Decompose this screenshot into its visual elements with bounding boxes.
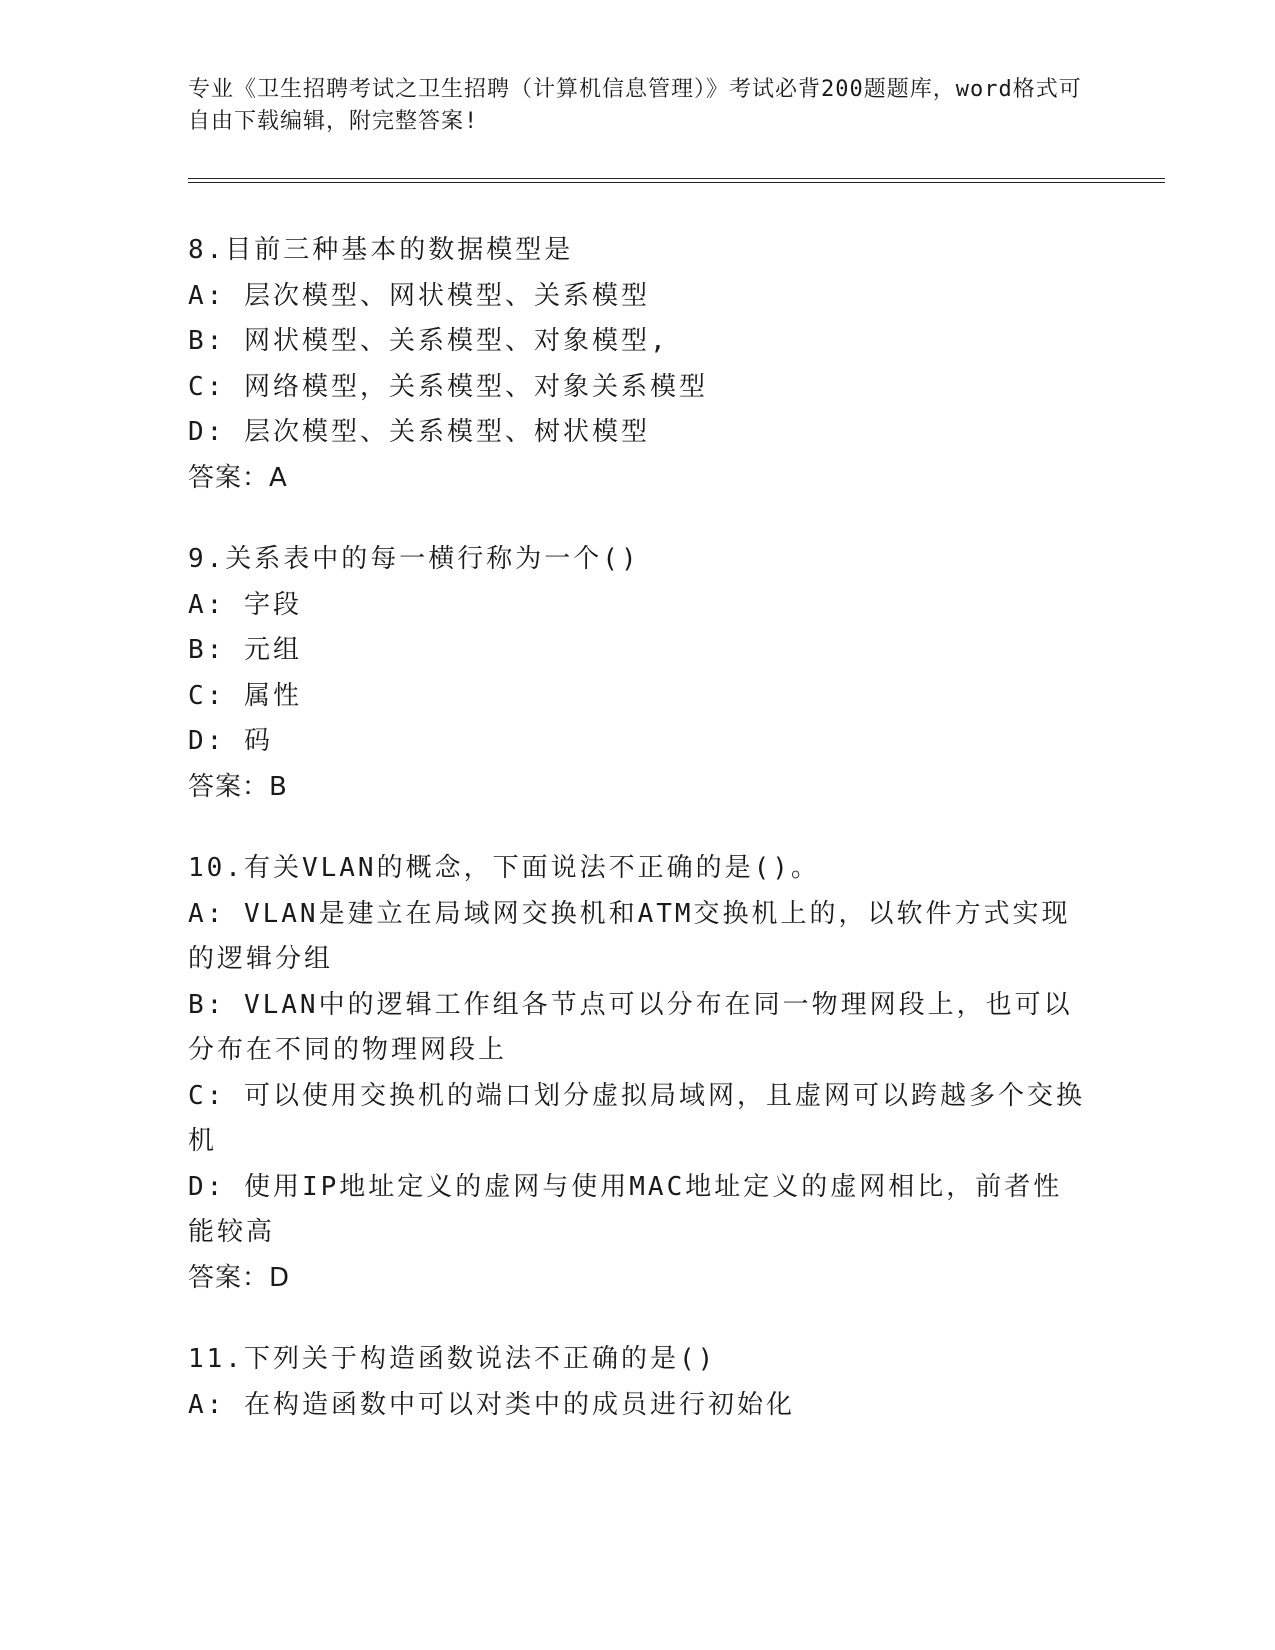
option-c: C: 可以使用交换机的端口划分虚拟局域网，且虚网可以跨越多个交换机 [188,1080,1085,1156]
question-item [188,846,1088,1301]
document-header: 专业《卫生招聘考试之卫生招聘（计算机信息管理）》考试必背200题题库，word格式可自由下载编辑，附完整答案! [188,77,1082,134]
question-list [188,228,1088,1464]
question-item [188,228,1088,501]
option-d: D: 层次模型、关系模型、树状模型 [188,417,650,447]
answer-line: 答案：A [188,462,288,493]
question-item [188,1337,1088,1428]
answer-line: 答案：B [188,771,288,802]
option-a: A: 在构造函数中可以对类中的成员进行初始化 [188,1389,795,1420]
option-a: A: 层次模型、网状模型、关系模型 [188,280,650,311]
answer-line: 答案：D [188,1262,291,1293]
question-stem: 8.目前三种基本的数据模型是 [188,235,574,265]
option-b: B: 网状模型、关系模型、对象模型, [188,326,669,356]
question-stem: 10.有关VLAN的概念，下面说法不正确的是()。 [188,853,820,883]
question-item [188,537,1088,810]
option-a: A: VLAN是建立在局域网交换机和ATM交换机上的，以软件方式实现的逻辑分组 [188,898,1071,974]
option-b: B: 元组 [188,635,302,665]
question-stem: 11.下列关于构造函数说法不正确的是() [188,1344,717,1374]
option-c: C: 属性 [188,680,302,711]
option-d: D: 码 [188,726,273,756]
option-d: D: 使用IP地址定义的虚网与使用MAC地址定义的虚网相比，前者性能较高 [188,1171,1063,1247]
option-b: B: VLAN中的逻辑工作组各节点可以分布在同一物理网段上，也可以分布在不同的物理网段上 [188,989,1073,1065]
option-a: A: 字段 [188,589,302,620]
option-c: C: 网络模型，关系模型、对象关系模型 [188,371,708,402]
question-stem: 9.关系表中的每一横行称为一个() [188,544,640,574]
header-double-rule [188,178,1165,183]
